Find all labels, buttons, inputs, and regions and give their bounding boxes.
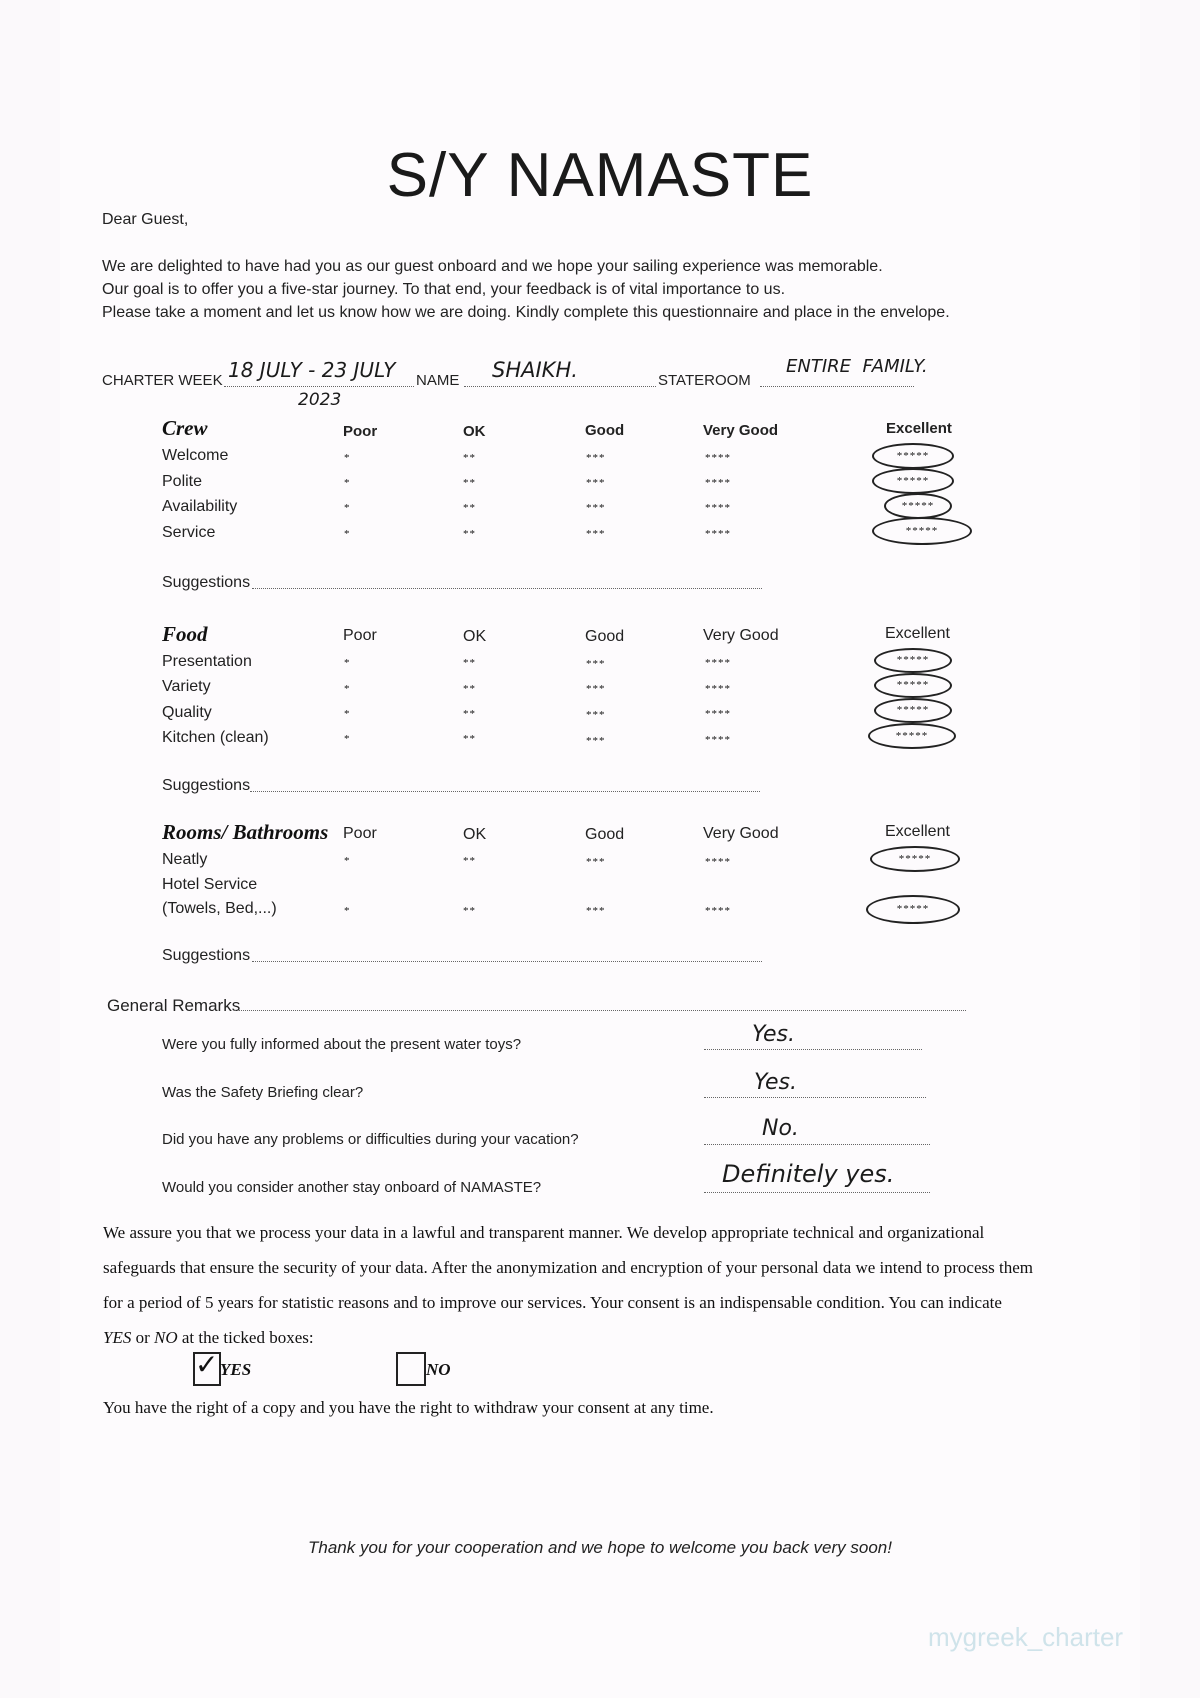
rooms-hotel-verygood[interactable]: **** [705, 905, 731, 917]
rooms-row-neatly: Neatly [162, 851, 208, 868]
crew-row-polite: Polite [162, 473, 203, 490]
intro-line-3: Please take a moment and let us know how we are doing. Kindly complete this questionnaire and place in the envelope. [102, 304, 950, 321]
rooms-hotel-ok[interactable]: ** [463, 905, 476, 917]
food-row-kitchen: Kitchen (clean) [162, 729, 269, 746]
food-row-presentation: Presentation [162, 653, 252, 670]
food-section-title: Food [162, 622, 208, 646]
question-safety-briefing: Was the Safety Briefing clear? [162, 1084, 364, 1101]
crew-availability-excellent-circled[interactable]: ***** [884, 493, 952, 519]
food-quality-verygood[interactable]: **** [705, 708, 731, 720]
crew-polite-verygood[interactable]: **** [705, 477, 731, 489]
food-ok-header: OK [463, 628, 487, 645]
charter-week-label: CHARTER WEEK [102, 372, 223, 389]
food-presentation-excellent-circled[interactable]: ***** [874, 648, 952, 673]
food-variety-good[interactable]: *** [586, 683, 606, 695]
charter-week-year: 2023 [298, 390, 342, 410]
food-presentation-ok[interactable]: ** [463, 657, 476, 669]
rooms-poor-header: Poor [343, 825, 377, 842]
rooms-neatly-verygood[interactable]: **** [705, 856, 731, 868]
crew-availability-poor[interactable]: * [344, 502, 351, 514]
rooms-suggestions-field[interactable] [252, 961, 762, 962]
consent-no-word: NO [154, 1328, 178, 1347]
food-variety-poor[interactable]: * [344, 683, 351, 695]
answer-another-stay-line [704, 1192, 930, 1193]
crew-row-welcome: Welcome [162, 447, 229, 464]
food-kitchen-excellent-circled[interactable]: ***** [868, 723, 956, 749]
crew-availability-good[interactable]: *** [586, 502, 606, 514]
food-presentation-good[interactable]: *** [586, 658, 606, 670]
rooms-hotel-poor[interactable]: * [344, 905, 351, 917]
crew-availability-ok[interactable]: ** [463, 502, 476, 514]
crew-welcome-good[interactable]: *** [586, 452, 606, 464]
food-row-quality: Quality [162, 704, 212, 721]
crew-service-ok[interactable]: ** [463, 528, 476, 540]
consent-tail: at the ticked boxes: [177, 1328, 314, 1347]
rooms-suggestions-label: Suggestions [162, 947, 251, 964]
consent-yes-label: YES [220, 1360, 252, 1379]
rooms-row-hotel-service: Hotel Service [162, 876, 258, 893]
food-verygood-header: Very Good [703, 627, 779, 644]
rooms-hotel-excellent-circled[interactable]: ***** [866, 895, 960, 924]
answer-problems[interactable]: No. [762, 1116, 799, 1141]
crew-service-verygood[interactable]: **** [705, 528, 731, 540]
food-suggestions-label: Suggestions [162, 777, 251, 794]
food-presentation-verygood[interactable]: **** [705, 657, 731, 669]
food-quality-excellent-circled[interactable]: ***** [874, 698, 952, 723]
rooms-row-towels-bed: (Towels, Bed,...) [162, 900, 277, 917]
crew-suggestions-label: Suggestions [162, 574, 251, 591]
consent-no-checkbox[interactable] [396, 1352, 426, 1386]
stateroom-line [760, 386, 914, 387]
crew-good-header: Good [585, 422, 625, 439]
rooms-neatly-poor[interactable]: * [344, 855, 351, 867]
food-variety-verygood[interactable]: **** [705, 683, 731, 695]
charter-week-field[interactable]: 18 JULY - 23 JULY [228, 358, 396, 382]
question-water-toys: Were you fully informed about the present water toys? [162, 1036, 522, 1053]
feedback-form-page [60, 0, 1140, 1698]
rooms-section-title: Rooms/ Bathrooms [162, 820, 329, 844]
food-kitchen-verygood[interactable]: **** [705, 734, 731, 746]
food-good-header: Good [585, 628, 625, 645]
name-line [464, 386, 656, 387]
rooms-good-header: Good [585, 826, 625, 843]
answer-another-stay[interactable]: Definitely yes. [722, 1160, 895, 1188]
crew-section-title: Crew [162, 416, 208, 440]
intro-line-1: We are delighted to have had you as our guest onboard and we hope your sailing experience was memorable. [102, 258, 883, 275]
rooms-hotel-good[interactable]: *** [586, 905, 606, 917]
rooms-verygood-header: Very Good [703, 825, 779, 842]
consent-no-label: NO [426, 1360, 451, 1379]
answer-safety-briefing[interactable]: Yes. [754, 1070, 798, 1095]
food-variety-excellent-circled[interactable]: ***** [874, 673, 952, 698]
question-problems: Did you have any problems or difficulties during your vacation? [162, 1131, 579, 1148]
crew-polite-ok[interactable]: ** [463, 477, 476, 489]
stateroom-label: STATEROOM [658, 372, 751, 389]
food-poor-header: Poor [343, 627, 377, 644]
thank-you-note: Thank you for your cooperation and we hope to welcome you back very soon! [307, 1538, 892, 1557]
page-title: S/Y NAMASTE [386, 141, 814, 210]
answer-problems-line [704, 1144, 930, 1145]
consent-rights: You have the right of a copy and you have the right to withdraw your consent at any time. [103, 1398, 714, 1417]
consent-line-2: safeguards that ensure the security of your data. After the anonymization and encryption of your personal data we intend to process them [103, 1258, 1033, 1277]
rooms-neatly-excellent-circled[interactable]: ***** [870, 846, 960, 872]
crew-polite-poor[interactable]: * [344, 477, 351, 489]
charter-week-line [224, 386, 414, 387]
crew-poor-header: Poor [343, 423, 378, 440]
crew-row-availability: Availability [162, 498, 238, 515]
rooms-neatly-good[interactable]: *** [586, 856, 606, 868]
rooms-ok-header: OK [463, 826, 487, 843]
answer-safety-line [704, 1097, 926, 1098]
food-kitchen-ok[interactable]: ** [463, 733, 476, 745]
crew-excellent-header: Excellent [886, 420, 952, 437]
crew-availability-verygood[interactable]: **** [705, 502, 731, 514]
crew-suggestions-field[interactable] [252, 588, 762, 589]
watermark-logo: mygreek_charter [928, 1622, 1124, 1652]
crew-service-good[interactable]: *** [586, 528, 606, 540]
stateroom-field[interactable]: ENTIRE FAMILY. [786, 356, 928, 377]
consent-or-word: or [131, 1328, 155, 1347]
crew-welcome-excellent-circled[interactable]: ***** [872, 443, 954, 469]
food-quality-ok[interactable]: ** [463, 708, 476, 720]
general-remarks-field[interactable] [234, 1010, 966, 1011]
food-row-variety: Variety [162, 678, 211, 695]
food-quality-good[interactable]: *** [586, 709, 606, 721]
crew-polite-good[interactable]: *** [586, 477, 606, 489]
name-field[interactable]: SHAIKH. [492, 358, 578, 382]
food-quality-poor[interactable]: * [344, 708, 351, 720]
consent-line-1: We assure you that we process your data in a lawful and transparent manner. We develop appropriate technical and organizational [103, 1223, 985, 1242]
rooms-neatly-ok[interactable]: ** [463, 855, 476, 867]
food-excellent-header: Excellent [885, 625, 950, 642]
rooms-excellent-header: Excellent [885, 823, 950, 840]
name-label: NAME [416, 372, 460, 389]
food-suggestions-field[interactable] [250, 791, 760, 792]
crew-service-poor[interactable]: * [344, 528, 351, 540]
crew-service-excellent-circled[interactable]: ***** [872, 517, 972, 545]
greeting: Dear Guest, [102, 211, 189, 228]
crew-welcome-ok[interactable]: ** [463, 452, 476, 464]
answer-water-toys-line [704, 1049, 922, 1050]
crew-row-service: Service [162, 524, 216, 541]
general-remarks-label: General Remarks [107, 996, 241, 1015]
crew-welcome-verygood[interactable]: **** [705, 452, 731, 464]
answer-water-toys[interactable]: Yes. [752, 1022, 796, 1047]
question-another-stay: Would you consider another stay onboard of NAMASTE? [162, 1179, 542, 1196]
food-variety-ok[interactable]: ** [463, 683, 476, 695]
food-kitchen-good[interactable]: *** [586, 735, 606, 747]
intro-line-2: Our goal is to offer you a five-star journey. To that end, your feedback is of vital importance to us. [102, 281, 786, 298]
checkmark-icon: ✓ [195, 1348, 219, 1381]
consent-line-3: for a period of 5 years for statistic reasons and to improve our services. Your consent is an indispensable condition. You can indicate [103, 1293, 1002, 1312]
crew-verygood-header: Very Good [703, 422, 779, 439]
crew-ok-header: OK [463, 423, 486, 440]
crew-welcome-poor[interactable]: * [344, 452, 351, 464]
crew-polite-excellent-circled[interactable]: ***** [872, 468, 954, 494]
consent-yes-word: YES [103, 1328, 132, 1347]
food-presentation-poor[interactable]: * [344, 657, 351, 669]
food-kitchen-poor[interactable]: * [344, 733, 351, 745]
